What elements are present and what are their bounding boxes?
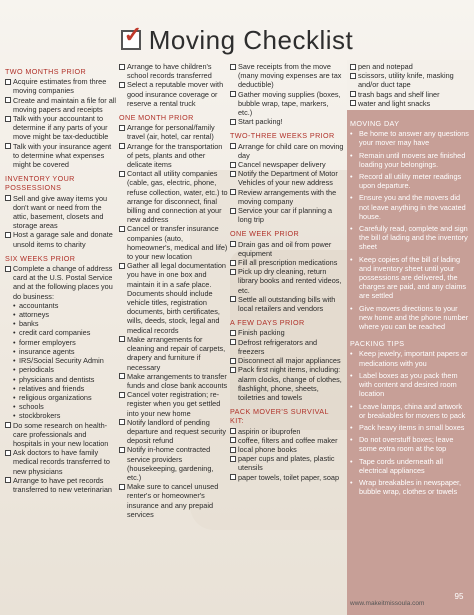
checklist-item[interactable]: Do some research on health-care professionals and hospitals in your new location [5,421,117,449]
checklist-item[interactable]: Arrange to have pet records transferred to new veterinarian [5,476,117,494]
checklist-item[interactable]: Cancel newspaper delivery [230,160,344,169]
section-heading: ONE WEEK PRIOR [230,229,300,239]
checkbox[interactable] [5,232,11,238]
page-title: Moving Checklist [148,24,354,55]
footer-url: www.makeitmissoula.com [350,600,425,607]
checklist-item[interactable]: Disconnect all major appliances [230,356,344,365]
survival-kit-continued [347,60,474,110]
checklist-item[interactable]: • Tape cords underneath all electrical appliances [350,456,443,475]
checklist-item[interactable]: Finish packing [230,328,344,337]
bullet-item: • religious organizations [19,393,117,402]
checkbox[interactable] [119,125,125,131]
column-4 [350,62,470,499]
checkbox[interactable] [230,171,236,177]
checkmark-icon: ✓ [123,22,143,47]
checkbox[interactable] [5,266,11,272]
checklist-item[interactable]: Make sure to cancel unused renter's or homeowner's insurance and any prepaid services [119,482,229,519]
checklist-item[interactable]: Settle all outstanding bills with local retailers and vendors [230,295,344,313]
bullet-item: • banks [19,319,117,328]
checkbox[interactable] [5,422,11,428]
bullet-item: • periodicals [19,365,117,374]
bullet-item: • former employers [19,338,117,347]
bullet-item: • credit card companies [19,328,117,337]
checkbox[interactable] [5,116,11,122]
checkbox[interactable] [230,330,236,336]
checklist-item[interactable]: Sell and give away items you don't want or need from the attic, basement, closets and storage areas [5,194,117,231]
checkbox[interactable] [5,143,11,149]
section-heading: MOVING DAY [350,119,400,129]
checklist-item[interactable]: Make arrangements to transfer funds and close bank accounts [119,372,229,390]
bullet-icon: • [350,303,353,313]
checklist-item[interactable]: Contact all utility companies (cable, gas, electric, phone, refuse collection, water, etc.) to arrange for disconnect, final billing and connection at your new address [119,169,229,224]
checkbox[interactable] [119,226,125,232]
checkbox[interactable] [119,484,125,490]
checkbox[interactable] [119,64,125,70]
checklist-item[interactable]: Review arrangements with the moving company [230,188,344,206]
bullet-icon: • [350,422,353,432]
checklist-item[interactable]: Ask doctors to have family medical records transferred to new physicians [5,448,117,476]
page-number: 95 [448,588,470,606]
checkbox[interactable] [230,91,236,97]
bullet-icon: • [350,370,353,380]
checkbox[interactable] [119,447,125,453]
checkbox[interactable] [230,456,236,462]
checkbox[interactable] [230,143,236,149]
column-3 [230,62,344,482]
checklist-item[interactable]: local phone books [230,445,344,454]
section-heading: ONE MONTH PRIOR [119,113,194,123]
checklist-item[interactable]: Notify landlord of pending departure and request security deposit refund [119,418,229,446]
checkbox[interactable] [230,437,236,443]
checkbox[interactable] [230,367,236,373]
checkbox[interactable] [5,79,11,85]
checkbox[interactable] [230,189,236,195]
checklist-item[interactable]: Save receipts from the move (many moving expenses are tax deductible) [230,62,344,90]
checkbox[interactable] [5,477,11,483]
checklist-item[interactable]: pen and notepad [350,62,470,71]
checklist-item[interactable]: trash bags and shelf liner [350,90,470,99]
bullet-icon: • [350,401,353,411]
checklist-item[interactable]: Make arrangements for cleaning and repair of carpets, drapery and furniture if necessary [119,335,229,372]
checkbox[interactable] [5,97,11,103]
checkbox[interactable] [230,119,236,125]
checklist-item[interactable]: Pick up dry cleaning, return library books and rented videos, etc. [230,267,344,295]
checklist-item[interactable]: • Ensure you and the movers did not leave anything in the vacated house. [350,193,466,221]
section-heading: SIX WEEKS PRIOR [5,253,76,263]
checkbox[interactable] [119,336,125,342]
checklist-item[interactable]: Drain gas and oil from power equipment [230,240,344,258]
column-2 [119,62,229,519]
checkbox[interactable] [230,162,236,168]
header [0,20,474,60]
checklist-item[interactable]: • Give movers directions to your new home and the phone number where you can be reached [350,303,469,332]
checklist-item[interactable]: scissors, utility knife, masking and/or duct tape [350,71,470,89]
checkbox[interactable] [230,208,236,214]
section-heading: TWO MONTHS PRIOR [5,67,87,76]
bullet-icon: • [350,172,353,182]
checkbox[interactable] [119,263,125,269]
checklist-item[interactable]: Cancel or transfer insurance companies (auto, homeowner's, medical and life) to your new location [119,224,229,261]
checkbox[interactable] [119,82,125,88]
bullet-item: • relatives and friends [19,384,117,393]
bullet-item: • accountants [19,301,117,310]
checklist-item[interactable]: Arrange for child care on moving day [230,142,344,160]
checklist-item[interactable]: Defrost refrigerators and freezers [230,338,344,356]
checkbox[interactable] [230,428,236,434]
section-heading: INVENTORY YOUR POSSESSIONS [5,174,75,193]
bullet-icon: • [350,129,353,139]
checkbox[interactable] [119,392,125,398]
column-1 [5,62,117,494]
section-heading: PACKING TIPS [350,339,405,349]
checkbox[interactable] [119,373,125,379]
checklist-item[interactable]: • Do not overstuff boxes; leave some extra room at the top [350,435,454,454]
checklist-item[interactable]: paper towels, toilet paper, soap [230,473,344,482]
checkbox[interactable] [230,269,236,275]
checklist-item[interactable]: coffee, filters and coffee maker [230,436,344,445]
checkbox[interactable] [230,339,236,345]
checklist-item[interactable]: water and light snacks [350,99,470,108]
checkbox-icon [121,22,143,50]
bullet-icon: • [350,456,353,466]
checklist-item[interactable]: • Keep jewelry, important papers or medications with you [350,349,468,368]
checkbox[interactable] [119,171,125,177]
checklist-item[interactable]: Select a reputable mover with good insurance coverage or reserve a rental truck [119,80,229,108]
checkbox[interactable] [119,419,125,425]
checkbox[interactable] [230,358,236,364]
bullet-item: • stockbrokers [19,411,117,420]
checklist-item[interactable]: • Record all utility meter readings upon departure. [350,172,462,191]
checklist-item[interactable]: Host a garage sale and donate unsold items to charity [5,230,117,248]
checklist-item[interactable]: Create and maintain a file for all moving papers and receipts [5,96,117,114]
checklist-item[interactable]: • Remain until movers are finished loading your belongings. [350,150,466,169]
checkbox[interactable] [5,450,11,456]
checkbox[interactable] [350,64,356,70]
checklist-item[interactable]: aspirin or ibuprofen [230,427,344,436]
checklist-item[interactable]: paper cups and plates, plastic utensils [230,454,344,472]
checklist-item[interactable]: Notify the Department of Motor Vehicles of your new address [230,169,344,187]
checklist-item[interactable]: Pack first night items, including: alarm clocks, change of clothes, flashlight, phone, sheets, toiletries and towels [230,365,344,402]
checklist-item[interactable]: • Keep copies of the bill of lading and inventory sheet until your possessions are delivered, the charges are paid, and any claims are settled [350,254,467,301]
checkbox[interactable] [230,296,236,302]
checkbox[interactable] [230,241,236,247]
bullet-item: • attorneys [19,310,117,319]
checklist-item[interactable]: • Carefully read, complete and sign the bill of lading and the inventory sheet [350,224,468,252]
bullet-icon: • [350,193,353,203]
checklist-item[interactable]: Complete a change of address card at the U.S. Postal Service and at the following places you do business: [5,264,117,301]
checklist-item[interactable]: Cancel voter registration; re-register when you get settled into your new home [119,390,229,418]
checklist-item[interactable]: • Pack heavy items in small boxes [350,422,465,432]
checkbox[interactable] [350,73,356,79]
checklist-item[interactable]: Acquire estimates from three moving companies [5,77,117,95]
checklist-item[interactable]: Start packing! [230,117,344,126]
section-heading: A FEW DAYS PRIOR [230,318,305,328]
checklist-item[interactable]: Talk with your accountant to determine if any parts of your move might be tax-deductible [5,114,117,142]
checkbox[interactable] [230,260,236,266]
checklist-item[interactable]: Gather all legal documentation you have in one box and maintain it in a safe place. Documents should include vehicle titles, registration documents, birth certificates, wills, deeds, stock, legal and medical records [119,261,229,335]
bullet-item: • schools [19,402,117,411]
checklist-item[interactable]: • Wrap breakables in newspaper, bubble wrap, clothes or towels [350,477,462,497]
checkbox[interactable] [230,64,236,70]
checkbox[interactable] [350,91,356,97]
bullet-icon: • [350,254,353,264]
checklist-item[interactable]: Arrange for the transportation of pets, plants and other delicate items [119,142,229,170]
bullet-item: • physicians and dentists [19,375,117,384]
section-heading: TWO-THREE WEEKS PRIOR [230,131,335,141]
checkbox[interactable] [350,100,356,106]
checklist-item[interactable]: Talk with your insurance agent to determine what expenses might be covered [5,142,117,170]
checklist-item[interactable]: Fill all prescription medications [230,258,344,267]
bullet-item: • IRS/Social Security Admin [19,356,117,365]
checkbox[interactable] [230,474,236,480]
checklist-item[interactable]: Arrange for personal/family travel (air, hotel, car rental) [119,123,229,141]
bullet-item: • insurance agents [19,347,117,356]
bullet-icon: • [350,477,353,487]
checkbox[interactable] [5,195,11,201]
checklist-item[interactable]: • Label boxes as you pack them with content and desired room location [350,370,458,399]
bullet-icon: • [350,435,353,445]
bullet-list [5,301,117,421]
bullet-icon: • [350,349,353,359]
checklist-item[interactable]: Notify in-home contracted service providers (housekeeping, gardening, etc.) [119,445,229,482]
checklist-item[interactable]: • Leave lamps, china and artwork or breakables for movers to pack [350,401,466,420]
section-heading: PACK MOVER'S SURVIVAL KIT: [230,407,329,426]
checklist-item[interactable]: Gather moving supplies (boxes, bubble wrap, tape, markers, etc.) [230,90,344,118]
bullet-icon: • [350,224,353,234]
checkbox[interactable] [119,143,125,149]
checklist-item[interactable]: Arrange to have children's school records transferred [119,62,229,80]
checklist-item[interactable]: Service your car if planning a long trip [230,206,344,224]
checklist-item[interactable]: • Be home to answer any questions your mover may have [350,129,469,148]
checkbox[interactable] [230,447,236,453]
bullet-icon: • [350,150,353,160]
